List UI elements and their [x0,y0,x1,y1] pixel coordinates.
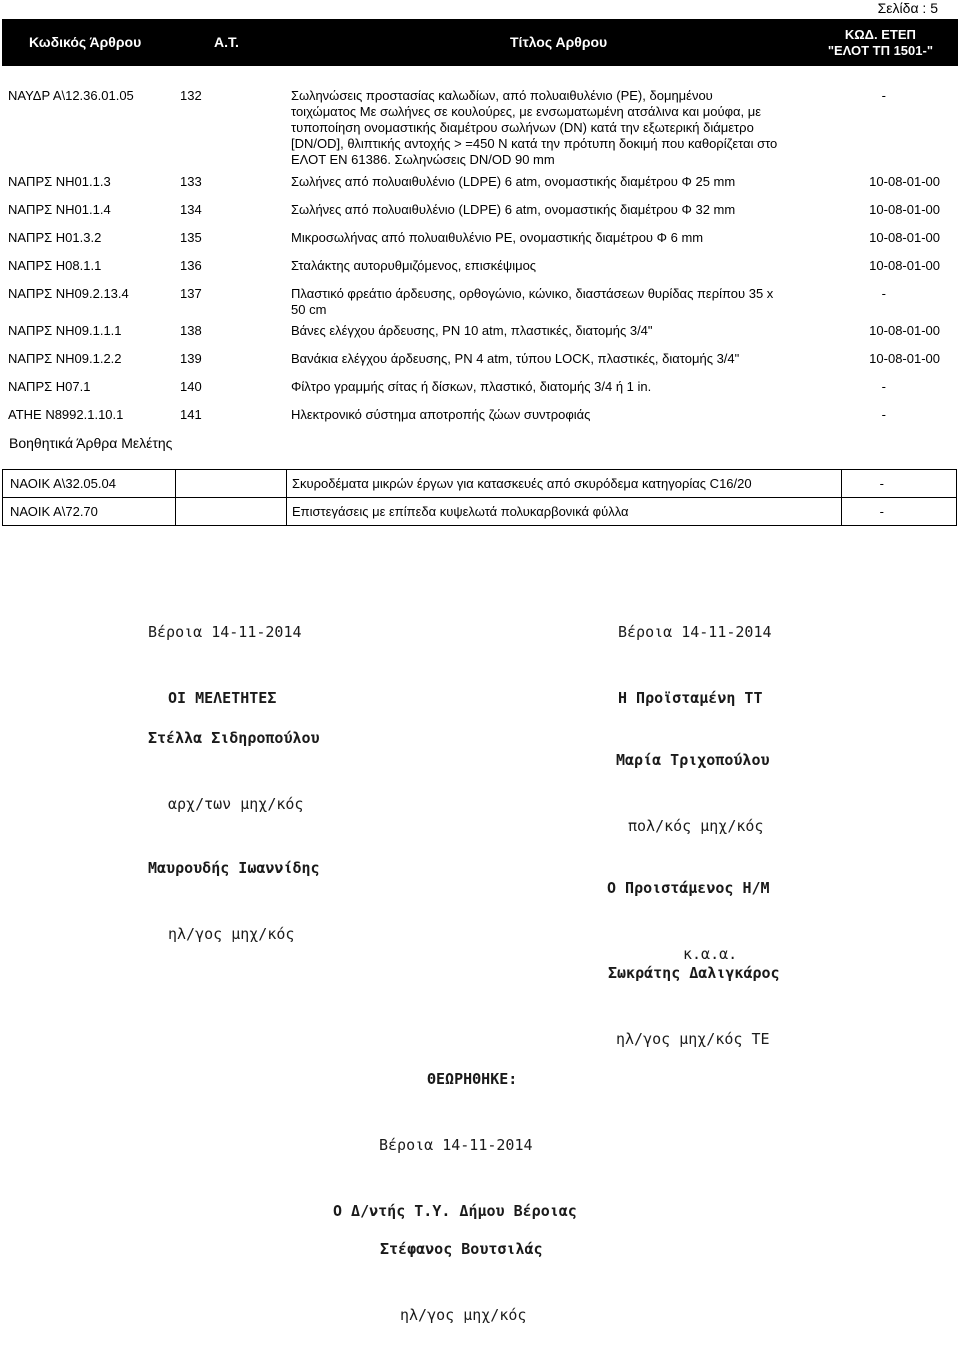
sig-date: Βέροια 14-11-2014 [618,623,772,641]
article-code: ΝΑΠΡΣ Η08.1.1 [8,258,102,273]
article-title [291,202,839,218]
signature-block-ioannidis [148,813,320,967]
article-code: ΝΑΠΡΣ ΝΗ01.1.4 [8,202,111,217]
article-title [291,351,839,367]
aux-divider [3,497,956,498]
article-title-line: 50 cm [291,302,327,317]
article-title-line: Πλαστικό φρεάτιο άρδευσης, ορθογώνιο, κώνικο, διαστάσεων θυρίδας περίπου 35 x [291,286,774,301]
article-code: ΝΑΠΡΣ ΝΗ09.1.1.1 [8,323,122,338]
header-etep-line1: ΚΩΔ. ΕΤΕΠ [844,27,916,42]
article-at: 140 [180,379,202,394]
sig-title: αρχ/των μηχ/κός [168,795,304,813]
sig-title: πολ/κός μηχ/κός [628,817,764,835]
table-header [2,19,958,66]
article-title [291,258,839,274]
signature-block-voutsilas [380,1194,543,1348]
article-code: ΝΑΥΔΡ Α\12.36.01.05 [8,88,134,103]
aux-title: Σκυροδέματα μικρών έργων για κατασκευές από σκυρόδεμα κατηγορίας C16/20 [292,476,752,491]
page-number-label: Σελίδα : 5 [877,0,938,16]
article-title [291,323,839,339]
sig-name: Στέφανος Βουτσιλάς [380,1240,543,1258]
article-title [291,286,839,318]
aux-title: Επιστεγάσεις με επίπεδα κυψελωτά πολυκαρβονικά φύλλα [292,504,629,519]
article-at: 141 [180,407,202,422]
article-etep: 10-08-01-00 [869,258,940,273]
aux-code: ΝΑΟΙΚ Α\72.70 [10,504,98,519]
article-title-line: Σωληνώσεις προστασίας καλωδίων, από πολυαιθυλένιο (ΡΕ), δομημένου [291,88,713,103]
article-at: 139 [180,351,202,366]
sig-title: ηλ/γος μηχ/κός ΤΕ [616,1030,770,1048]
sig-title: κ.α.α. [683,945,738,963]
article-etep: 10-08-01-00 [869,174,940,189]
article-title-line: τυποποίηση ονομαστικής διαμέτρου σωλήνων (DN) κατά την εξωτερική διάμετρο [291,120,754,135]
article-title-line: Σταλάκτης αυτορυθμιζόμενος, επισκέψιμος [291,258,537,273]
article-title-line: [DN/OD], θλιπτικής αντοχής > =450 N κατά την πρότυπη δοκιμή που καθορίζεται στο [291,136,778,151]
article-title [291,379,839,395]
article-title-line: Φίλτρο γραμμής σίτας ή δίσκων, πλαστικό, διατομής 3/4 ή 1 in. [291,379,652,394]
article-code: ΝΑΠΡΣ Η01.3.2 [8,230,102,245]
article-at: 135 [180,230,202,245]
sig-date: Βέροια 14-11-2014 [379,1136,533,1154]
aux-table [2,469,957,526]
header-article-code: Κωδικός Άρθρου [29,34,142,50]
signature-block-daligkaros [608,918,780,1072]
article-etep: 10-08-01-00 [869,351,940,366]
sig-name: Ο Προιστάμενος Η/Μ [607,879,770,897]
article-title [291,230,839,246]
sig-date: Βέροια 14-11-2014 [148,623,302,641]
article-title-line: Ηλεκτρονικό σύστημα αποτροπής ζώων συντροφιάς [291,407,591,422]
article-at: 132 [180,88,202,103]
aux-section-title: Βοηθητικά Άρθρα Μελέτης [9,435,173,451]
sig-approved: ΘΕΩΡΗΘΗΚΕ: [427,1070,518,1088]
article-title [291,88,839,168]
article-etep: - [881,88,886,103]
article-etep: - [881,407,886,422]
article-etep: - [881,286,886,301]
article-code: ΝΑΠΡΣ Η07.1 [8,379,91,394]
header-etep-line2: "ΕΛΟΤ ΤΠ 1501-" [827,43,933,58]
sig-role: ΟΙ ΜΕΛΕΤΗΤΕΣ [168,689,277,707]
article-title-line: Σωλήνες από πολυαιθυλένιο (LDPE) 6 atm, ονομαστικής διαμέτρου Φ 32 mm [291,202,736,217]
header-at: Α.Τ. [214,34,239,50]
article-at: 133 [180,174,202,189]
sig-role: Η Προϊσταμένη ΤΤ [618,689,763,707]
sig-name: Μαρία Τριχοπούλου [616,751,770,769]
article-at: 134 [180,202,202,217]
article-etep: 10-08-01-00 [869,202,940,217]
article-etep: 10-08-01-00 [869,323,940,338]
article-title-line: Σωλήνες από πολυαιθυλένιο (LDPE) 6 atm, ονομαστικής διαμέτρου Φ 25 mm [291,174,736,189]
header-title: Τίτλος Αρθρου [510,34,608,50]
article-etep: 10-08-01-00 [869,230,940,245]
sig-title: ηλ/γος μηχ/κός [400,1306,527,1324]
sig-name: Σωκράτης Δαλιγκάρος [608,964,780,982]
aux-code: ΝΑΟΙΚ Α\32.05.04 [10,476,116,491]
sig-role: Ο Δ/ντής Τ.Υ. Δήμου Βέροιας [333,1202,577,1220]
article-title-line: ΕΛΟΤ ΕΝ 61386. Σωληνώσεις DN/OD 90 mm [291,152,555,167]
article-title-line: Βανάκια ελέγχου άρδευσης, ΡΝ 4 atm, τύπου LOCK, πλαστικές, διατομής 3/4" [291,351,740,366]
article-code: ΝΑΠΡΣ ΝΗ09.1.2.2 [8,351,122,366]
article-title [291,174,839,190]
article-code: ΑΤΗΕ Ν8992.1.10.1 [8,407,124,422]
aux-etep: - [879,476,884,491]
article-title-line: τοιχώματος Με σωλήνες σε κουλούρες, με ενσωματωμένη ατσάλινα και μούφα, με [291,104,762,119]
article-code: ΝΑΠΡΣ ΝΗ01.1.3 [8,174,111,189]
article-at: 138 [180,323,202,338]
sig-title: ηλ/γος μηχ/κός [168,925,295,943]
sig-name: Στέλλα Σιδηροπούλου [148,729,320,747]
article-at: 136 [180,258,202,273]
article-at: 137 [180,286,202,301]
article-etep: - [881,379,886,394]
article-title [291,407,839,423]
article-code: ΝΑΠΡΣ ΝΗ09.2.13.4 [8,286,129,301]
article-title-line: Μικροσωλήνας από πολυαιθυλένιο ΡΕ, ονομαστικής διαμέτρου Φ 6 mm [291,230,704,245]
header-etep [828,27,933,59]
aux-etep: - [879,504,884,519]
sig-name: Μαυρουδής Ιωαννίδης [148,859,320,877]
article-title-line: Βάνες ελέγχου άρδευσης, ΡΝ 10 atm, πλαστικές, διατομής 3/4" [291,323,653,338]
